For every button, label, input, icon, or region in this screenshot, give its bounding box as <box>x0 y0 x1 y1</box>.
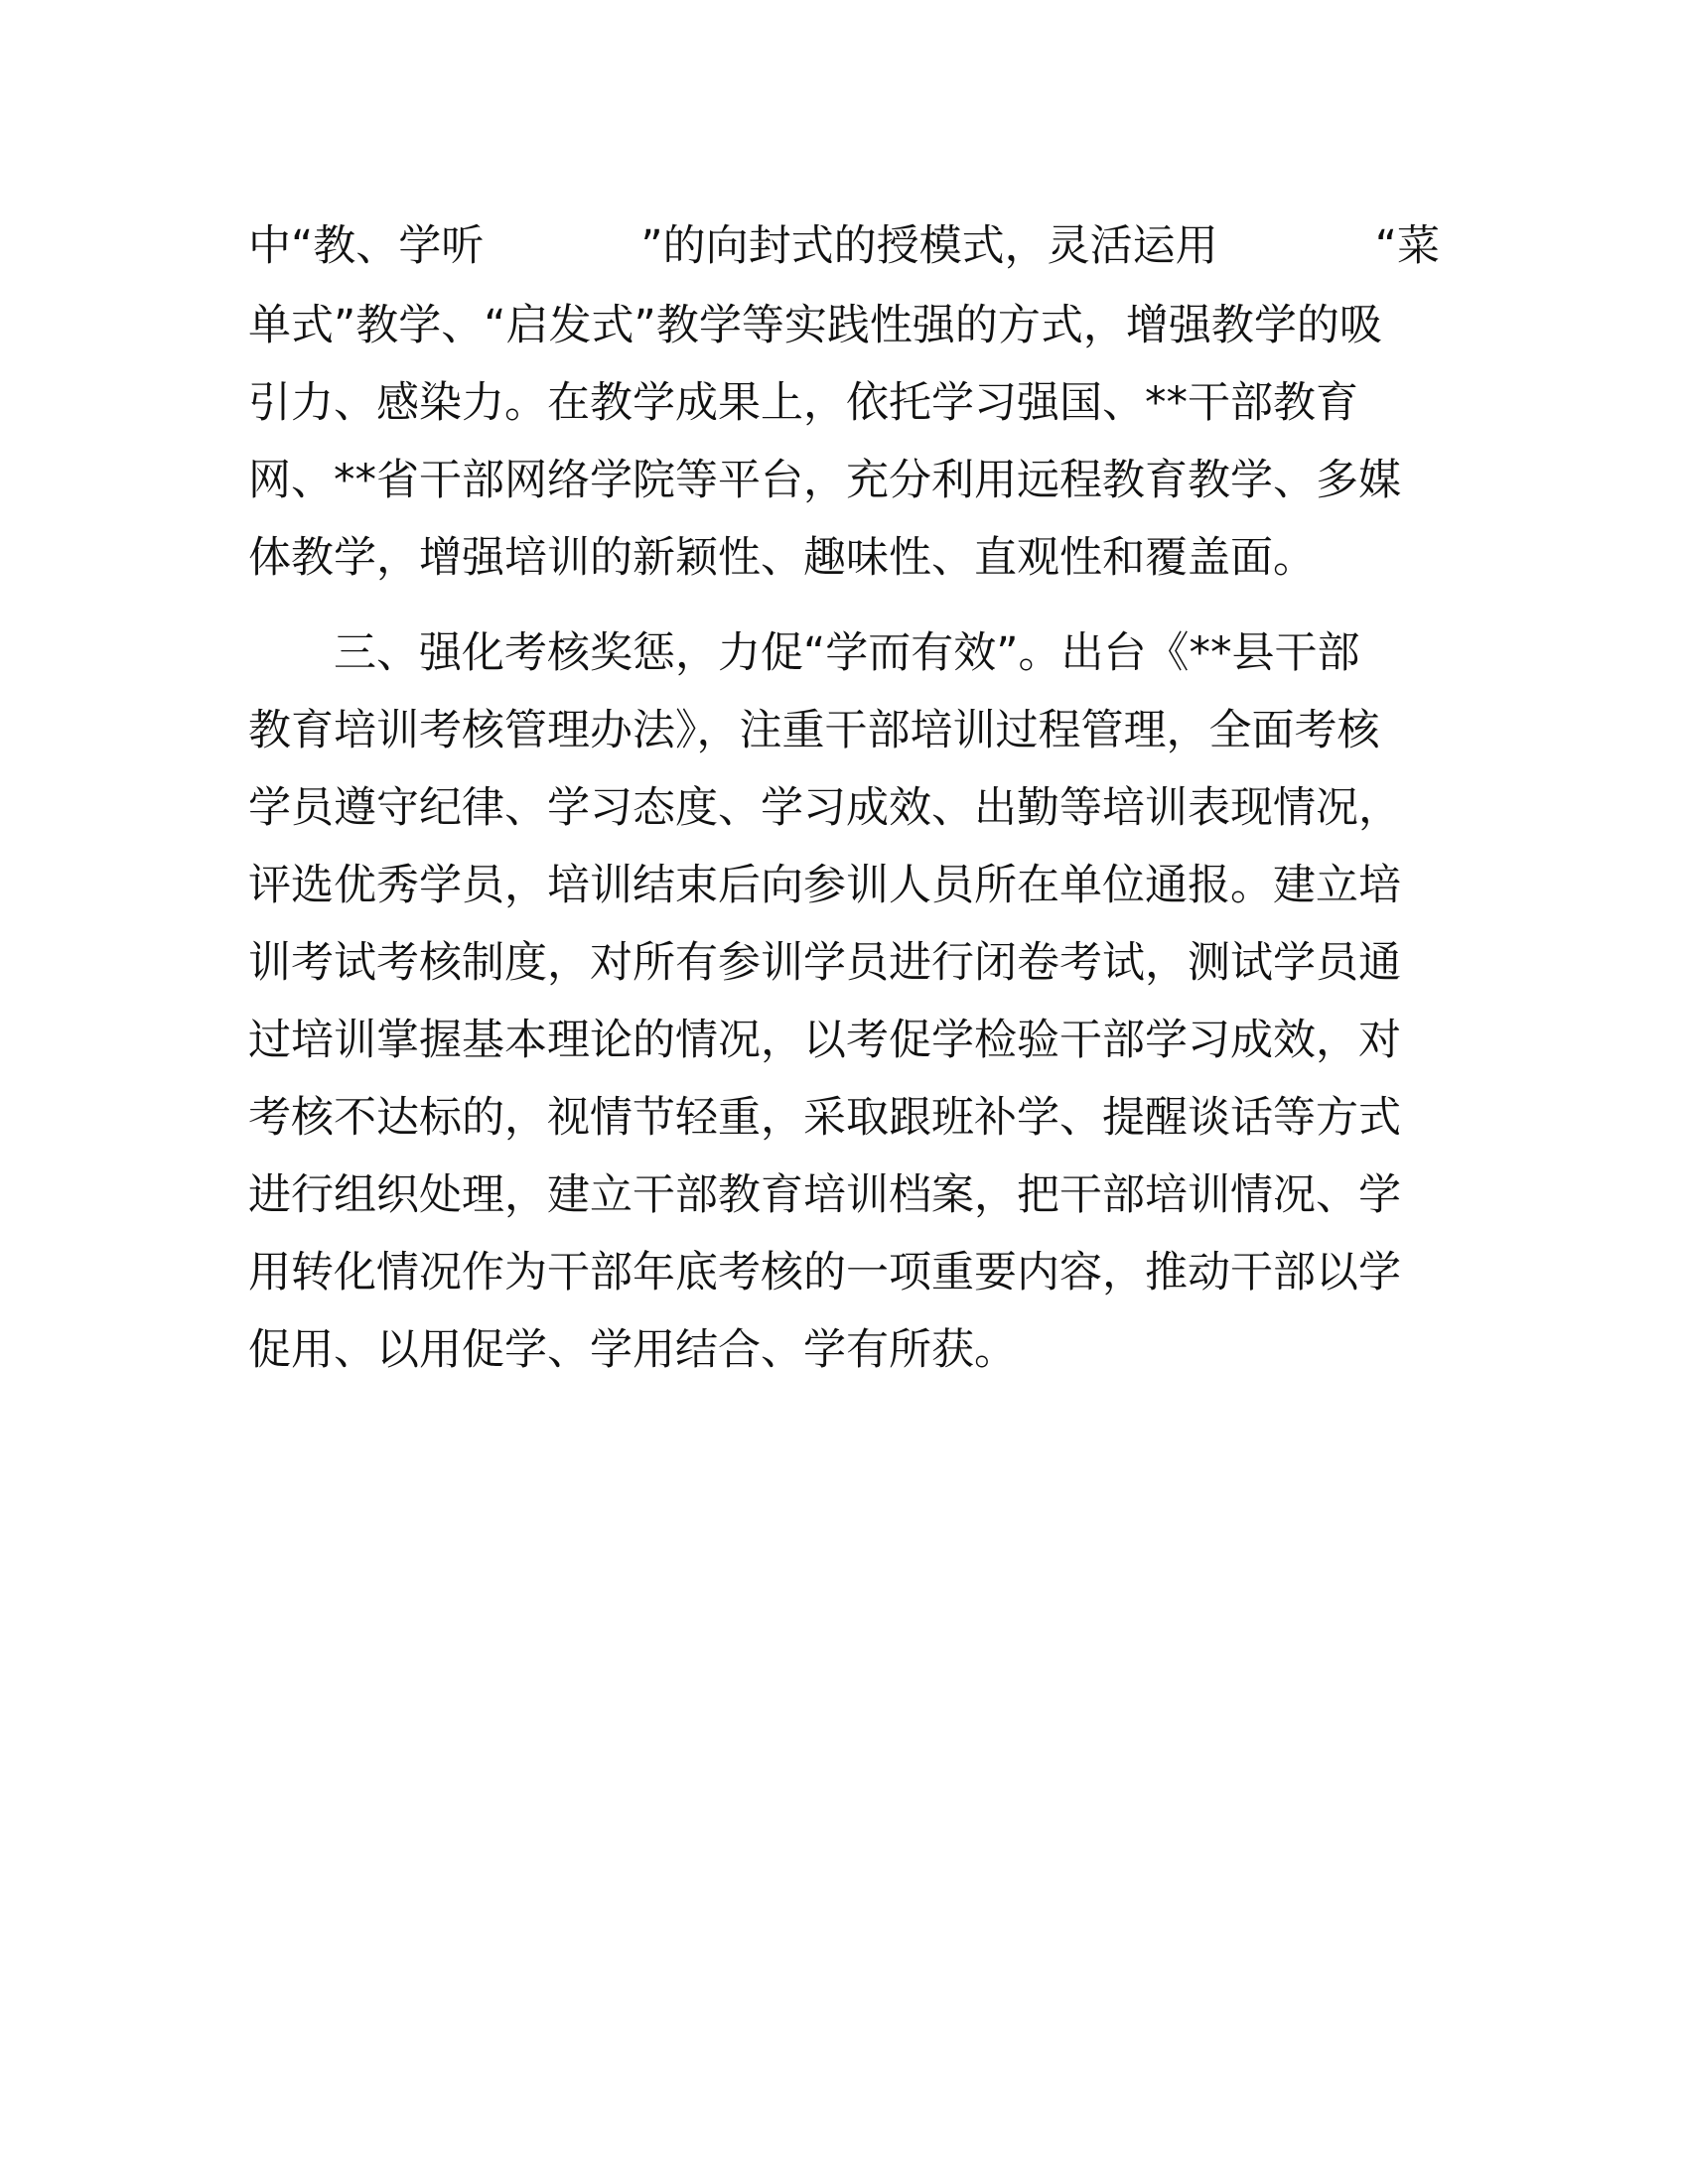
paragraph-2-line-4: 评选优秀学员，培训结束后向参训人员所在单位通报。建立培 <box>248 861 1401 910</box>
paragraph-2-line-10: 促用、以用促学、学用结合、学有所获。 <box>248 1325 1017 1375</box>
text-fragment: “菜 <box>1374 221 1440 271</box>
paragraph-2-line-3: 学员遵守纪律、学习态度、学习成效、出勤等培训表现情况， <box>248 783 1401 833</box>
paragraph-2-line-9: 用转化情况作为干部年底考核的一项重要内容，推动干部以学 <box>248 1248 1401 1297</box>
paragraph-2-line-7: 考核不达标的，视情节轻重，采取跟班补学、提醒谈话等方式 <box>248 1093 1401 1143</box>
text-fragment: 中“教、学听 <box>248 221 485 271</box>
paragraph-1-line-5: 体教学，增强培训的新颖性、趣味性、直观性和覆盖面。 <box>248 533 1316 583</box>
paragraph-2-line-8: 进行组织处理，建立干部教育培训档案，把干部培训情况、学 <box>248 1170 1401 1220</box>
paragraph-2-line-5: 训考试考核制度，对所有参训学员进行闭卷考试，测试学员通 <box>248 938 1401 988</box>
paragraph-1-line-4: 网、**省干部网络学院等平台，充分利用远程教育教学、多媒 <box>248 456 1401 505</box>
paragraph-1-line-2: 单式”教学、“启发式”教学等实践性强的方式，增强教学的吸 <box>248 301 1382 350</box>
paragraph-2-line-2: 教育培训考核管理办法》，注重干部培训过程管理，全面考核 <box>248 706 1380 755</box>
paragraph-1-line-3: 引力、感染力。在教学成果上，依托学习强国、**干部教育 <box>248 378 1358 428</box>
paragraph-2-line-6: 过培训掌握基本理论的情况，以考促学检验干部学习成效，对 <box>248 1016 1401 1065</box>
paragraph-2-line-1: 三、强化考核奖惩，力促“学而有效”。出台《**县干部 <box>248 628 1360 678</box>
paragraph-1-line-1 <box>248 220 1440 272</box>
text-fragment: ”的向封式的授模式，灵活运用 <box>640 221 1218 271</box>
